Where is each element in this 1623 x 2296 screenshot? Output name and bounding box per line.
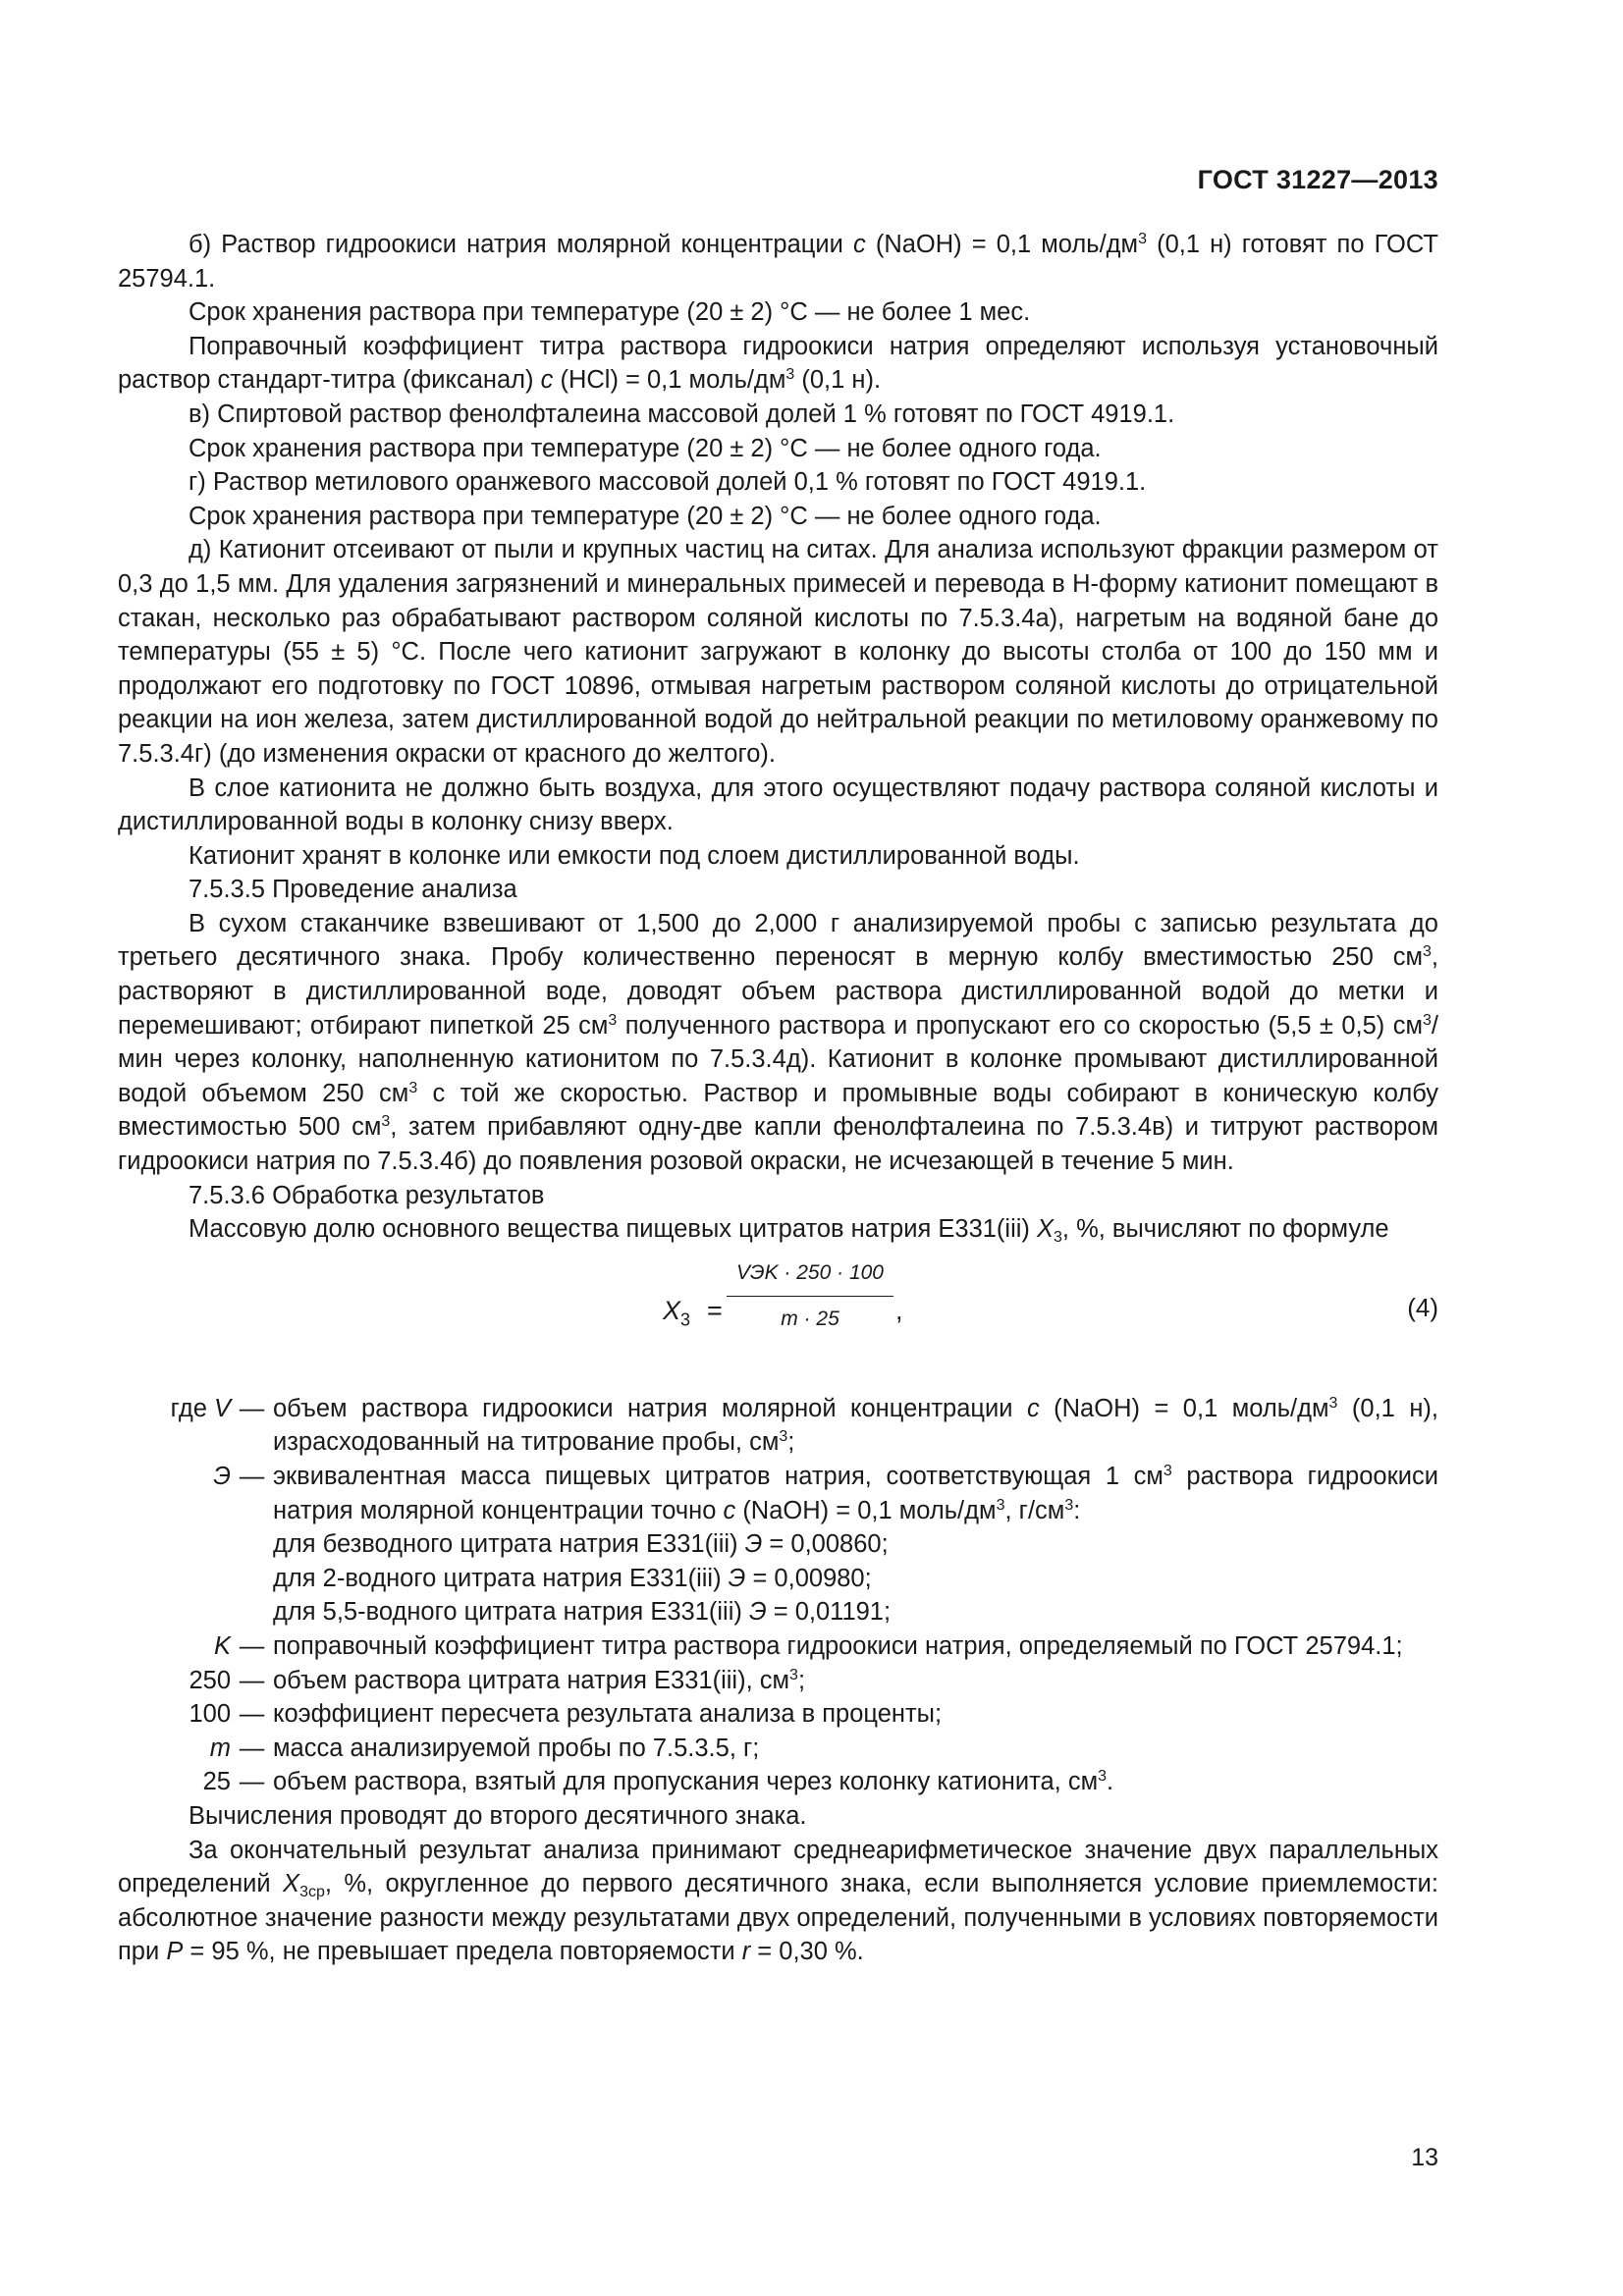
definition-e-anhydrous: для безводного цитрата натрия Е331(iii) Э = 0,00860; <box>273 1530 889 1559</box>
formula-4 <box>118 1256 1438 1372</box>
paragraph-cation-exchanger: д) Катионит отсеивают от пыли и крупных частиц на ситах. Для анализа используют фракции размером от 0,3 до 1,5 мм. Для удаления загрязнений и минеральных примесей и перевода в Н-форму катионит помещают в стакан, несколько раз обрабатывают раствором соляной кислоты по 7.5.3.4а), нагретым на водяной бане до температуры (55 ± 5) °С. После чего катионит загружают в колонку до высоты столба от 100 до 150 мм и продолжают его подготовку по ГОСТ 10896, отмывая нагретым раствором соляной кислоты до отрицательной реакции на ион железа, затем дистиллированной водой до нейтральной реакции по метиловому оранжевому по 7.5.3.4г) (до изменения окраски от красного до желтого). <box>118 536 1438 768</box>
section-heading-7-5-3-5: 7.5.3.5 Проведение анализа <box>189 876 517 904</box>
variable-definitions <box>118 1392 1438 1799</box>
formula-comma: , <box>895 1295 903 1325</box>
paragraph-mass-fraction: Массовую долю основного вещества пищевых цитратов натрия Е331(iii) $X_3$, %, вычисляют по формуле <box>189 1215 1389 1247</box>
definition-e: Э — эквивалентная масса пищевых цитратов натрия, соответствующая 1 $см^3$ раствора гидроокиси натрия молярной концентрации точно c (NaOH) = 0,1 моль/$дм^3$, $г/см^3$: <box>213 1463 1438 1524</box>
definition-k: K — поправочный коэффициент титра раствора гидроокиси натрия, определяемый по ГОСТ 25794.1; <box>213 1631 1403 1660</box>
paragraph-no-air: В слое катионита не должно быть воздуха, для этого осуществляют подачу раствора соляной кислоты и дистиллированной воды в колонку снизу вверх. <box>118 774 1438 836</box>
paragraph-storage-cation: Катионит хранят в колонке или емкости под слоем дистиллированной воды. <box>189 841 1080 870</box>
document-code-header: ГОСТ 31227—2013 <box>1197 165 1438 194</box>
formula-numerator: VЭK · 250 · 100 <box>727 1256 893 1298</box>
definition-100: 100 — коэффициент пересчета результата анализа в проценты; <box>189 1700 943 1729</box>
formula-equals: = <box>707 1295 723 1325</box>
paragraph-analysis-procedure: В сухом стаканчике взвешивают от 1,500 до 2,000 г анализируемой пробы с записью результата до третьего десятичного знака. Пробу количественно переносят в мерную колбу вместимостью 250 $см^3$, растворяют в дистиллированной воде, доводят объем раствора дистиллированной водой до метки и перемешивают; отбирают пипеткой 25 $см^3$ полученного раствора и пропускают его со скоростью (5,5 ± 0,5) $см^3$/мин через колонку, наполненную катионитом по 7.5.3.4д). Катионит в колонке промывают дистиллированной водой объемом 250 $см^3$ с той же скоростью. Раствор и промывные воды собирают в коническую колбу вместимостью 500 $см^3$, затем прибавляют одну-две капли фенолфталеина по 7.5.3.4в) и титруют раствором гидроокиси натрия по 7.5.3.4б) до появления розовой окраски, не исчезающей в течение 5 мин. <box>118 909 1438 1176</box>
paragraph-storage-3: Срок хранения раствора при температуре (20 ± 2) °С — не более одного года. <box>189 502 1102 530</box>
paragraph-phenolphthalein: в) Спиртовой раствор фенолфталеина массовой долей 1 % готовят по ГОСТ 4919.1. <box>189 400 1175 428</box>
paragraph-methyl-orange: г) Раствор метилового оранжевого массовой долей 0,1 % готовят по ГОСТ 4919.1. <box>189 468 1147 497</box>
document-page <box>118 0 1438 2296</box>
definition-250: 250 — объем раствора цитрата натрия Е331(iii), $см^3$; <box>189 1666 806 1694</box>
page-number: 13 <box>1411 2144 1438 2171</box>
definition-e-5-5-hydrate: для 5,5-водного цитрата натрия Е331(iii) Э = 0,01191; <box>273 1598 892 1627</box>
formula-fraction <box>727 1256 893 1337</box>
definition-v: где V — объем раствора гидроокиси натрия молярной концентрации c (NaOH) = 0,1 моль/$дм^3$ (0,1 н), израсходованный на титрование пробы, $см^3$; <box>170 1394 1438 1457</box>
document-body <box>118 228 1438 1969</box>
paragraph-storage-2: Срок хранения раствора при температуре (20 ± 2) °С — не более одного года. <box>189 434 1102 462</box>
section-heading-7-5-3-6: 7.5.3.6 Обработка результатов <box>189 1181 545 1209</box>
definition-e-2-hydrate: для 2-водного цитрата натрия Е331(iii) Э = 0,00980; <box>273 1564 872 1592</box>
paragraph-correction-factor: Поправочный коэффициент титра раствора гидроокиси натрия определяют используя установочный раствор стандарт-титра (фиксанал) c (HCl) = 0,1 моль/$дм^3$ (0,1 н). <box>118 332 1438 395</box>
formula-denominator: m · 25 <box>781 1308 839 1331</box>
definition-m: m — масса анализируемой пробы по 7.5.3.5, г; <box>209 1734 760 1762</box>
paragraph-storage-1: Срок хранения раствора при температуре (20 ± 2) °С — не более 1 мес. <box>189 298 1031 327</box>
paragraph-calculation-precision: Вычисления проводят до второго десятичного знака. <box>189 1801 807 1830</box>
paragraph-naoh-solution: б) Раствор гидроокиси натрия молярной концентрации c (NaOH) = 0,1 моль/$дм^3$ (0,1 н) готовят по ГОСТ 25794.1. <box>118 231 1438 293</box>
definition-25: 25 — объем раствора, взятый для пропускания через колонку катионита, $см^3$. <box>202 1768 1114 1796</box>
formula-number: (4) <box>1407 1292 1438 1322</box>
paragraph-final-result: За окончательный результат анализа принимают среднеарифметическое значение двух параллельных определений $X_{3ср}$, %, округленное до первого десятичного знака, если выполняется условие приемлемости: абсолютное значение разности между результатами двух определений, полученными в условиях повторяемости при P = 95 %, не превышает предела повторяемости r = 0,30 %. <box>118 1836 1438 1966</box>
formula-lhs: $X_3$ <box>663 1295 691 1330</box>
